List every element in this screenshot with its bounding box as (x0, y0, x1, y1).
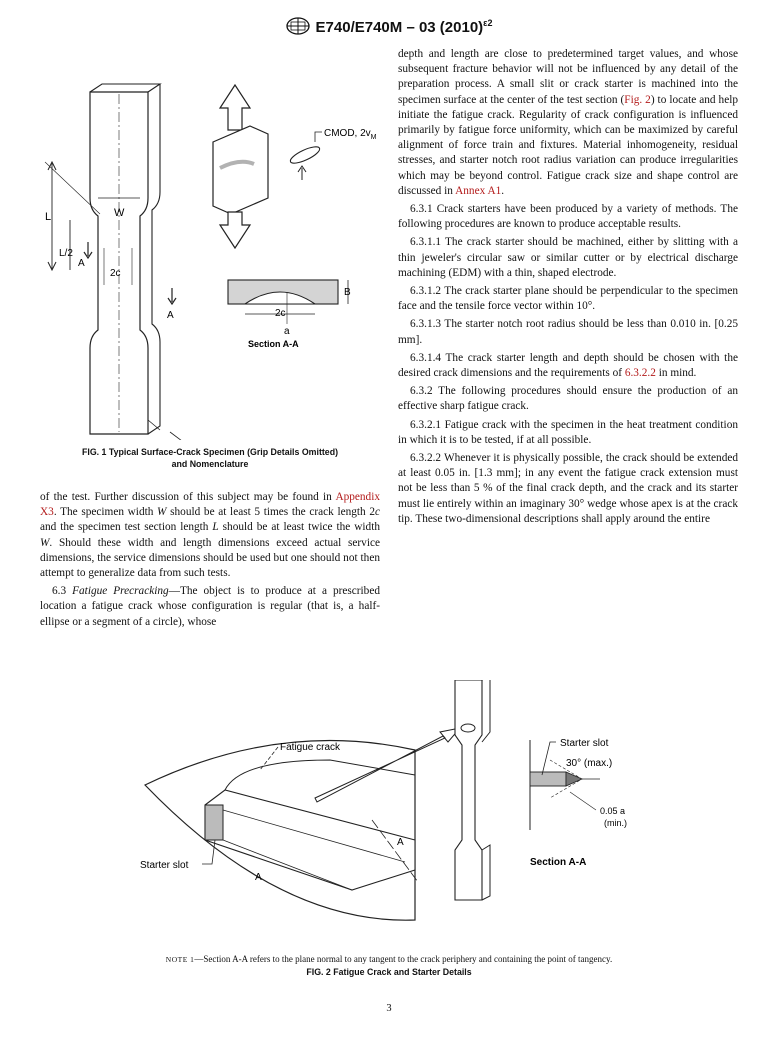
label-W: W (114, 207, 125, 219)
paragraph-6-3: 6.3 Fatigue Precracking—The object is to produce at a prescribed location a fatigue crack whose configuration is regular (that is, a half-ellipse or a segment of a circle), whose (40, 585, 380, 628)
label-fatigue-crack: Fatigue crack (280, 742, 341, 753)
paragraph-6-3-1-3: 6.3.1.3 The starter notch root radius should be less than 0.010 in. [0.25 mm]. (398, 318, 738, 346)
label-2c: 2c (110, 268, 121, 279)
fig2-caption: FIG. 2 Fatigue Crack and Starter Details (306, 967, 472, 977)
fig1-caption-line1: FIG. 1 Typical Surface-Crack Specimen (Grip Details Omitted) (82, 447, 338, 457)
fig1-caption-line2: and Nomenclature (171, 459, 249, 469)
paragraph-crack-starter: depth and length are close to predetermined target values, and whose subsequent fracture behavior will not be influenced by any detail of the preparation process. A small slit or crack starter is machined into the specimen surface at the center of the test section (Fig. 2) to locate and help initiate the fatigue crack. Regularity of crack configuration is influenced primarily by fatigue force uniformity, which can be maximized by careful alignment of force train and fixtures. Material inhomogeneity, residual stresses, and starter notch root radius variation can produce irregularities which may be beyond control. Fatigue crack size and shape control are discussed in Annex A1. (398, 48, 738, 197)
label-30-deg: 30° (max.) (566, 758, 613, 769)
paragraph-6-3-1: 6.3.1 Crack starters have been produced by a variety of methods. The following procedures are known to produce acceptable results. (398, 203, 738, 231)
label-A-upper: A (397, 837, 404, 848)
label-A-lower: A (255, 872, 262, 883)
paragraph-test-dimensions: of the test. Further discussion of this subject may be found in Appendix X3. The specimen width W should be at least 5 times the crack length 2c and the specimen test section length L should be at least twice the width W. Should these width and length dimensions exceed actual service dimensions, the service dimensions should be used but one should not then attempt to generalize data from such tests. (40, 491, 381, 580)
note-text: —Section A-A refers to the plane normal to any tangent to the crack periphery and containing the point of tangency. (194, 954, 613, 964)
label-starter-slot: Starter slot (140, 860, 189, 871)
fig2-section-title: Section A-A (530, 857, 587, 868)
fig2-note (0, 954, 778, 964)
paragraph-6-3-1-1: 6.3.1.1 The crack starter should be machined, either by slitting with a thin jeweler's circular saw or similar cutter or by electrical discharge machining (EDM) with a thin, shaped electrode. (398, 236, 738, 279)
paragraph-6-3-1-4: 6.3.1.4 The crack starter length and depth should be chosen with the desired crack dimensions and the requirements of 6.3.2.2 in mind. (398, 351, 738, 380)
label-cmod: CMOD, $2v_M$ (324, 128, 377, 141)
fig1-caption (40, 446, 380, 470)
label-min: (min.) (604, 818, 627, 828)
paragraph-6-3-2-1: 6.3.2.1 Fatigue crack with the specimen in the heat treatment condition in which it is to be tested, if at all possible. (398, 418, 738, 446)
paragraph-6-3-2-2: 6.3.2.2 Whenever it is physically possible, the crack should be extended at least 0.05 in. [1.3 mm]; in any event the fatigue crack extension must not be less than 5 % of the final crack depth, and the crack and its starter must lie entirely within an imaginary 30° wedge whose apex is at the crack tip. These two-dimensional descriptions shall apply around the entire (398, 452, 738, 525)
page-number: 3 (386, 1003, 392, 1014)
fig1-drawing (40, 80, 380, 440)
designation-superscript: ε2 (483, 17, 493, 28)
astm-logo-icon (286, 17, 310, 39)
section-B: B (344, 287, 351, 298)
left-column (40, 490, 380, 633)
page-header (0, 17, 778, 39)
right-column (398, 47, 738, 530)
note-label: NOTE 1 (165, 955, 195, 964)
paragraph-6-3-2: 6.3.2 The following procedures should ensure the production of an effective sharp fatigue crack. (398, 385, 738, 413)
fig2-drawing (130, 680, 650, 940)
section-2c: 2c (275, 308, 286, 319)
fig2-link[interactable]: Fig. 2 (624, 93, 651, 106)
label-A-right: A (167, 310, 174, 321)
label-starter-slot-section: Starter slot (560, 738, 609, 749)
label-L: L (45, 211, 52, 223)
appendix-x3-link[interactable]: Appendix X3 (40, 491, 380, 519)
section-a: a (284, 326, 290, 337)
label-A-left: A (78, 258, 85, 269)
annex-a1-link[interactable]: Annex A1 (455, 184, 502, 197)
label-L-half: L/2 (59, 248, 73, 259)
paragraph-6-3-1-2: 6.3.1.2 The crack starter plane should be perpendicular to the specimen face and the tensile force vector within 10°. (398, 285, 738, 313)
section-6-3-2-2-link[interactable]: 6.3.2.2 (624, 367, 656, 380)
designation: E740/E740M – 03 (2010) (315, 18, 484, 36)
label-0-05a: 0.05 a (600, 806, 626, 816)
fig1-section-title: Section A-A (248, 339, 299, 349)
